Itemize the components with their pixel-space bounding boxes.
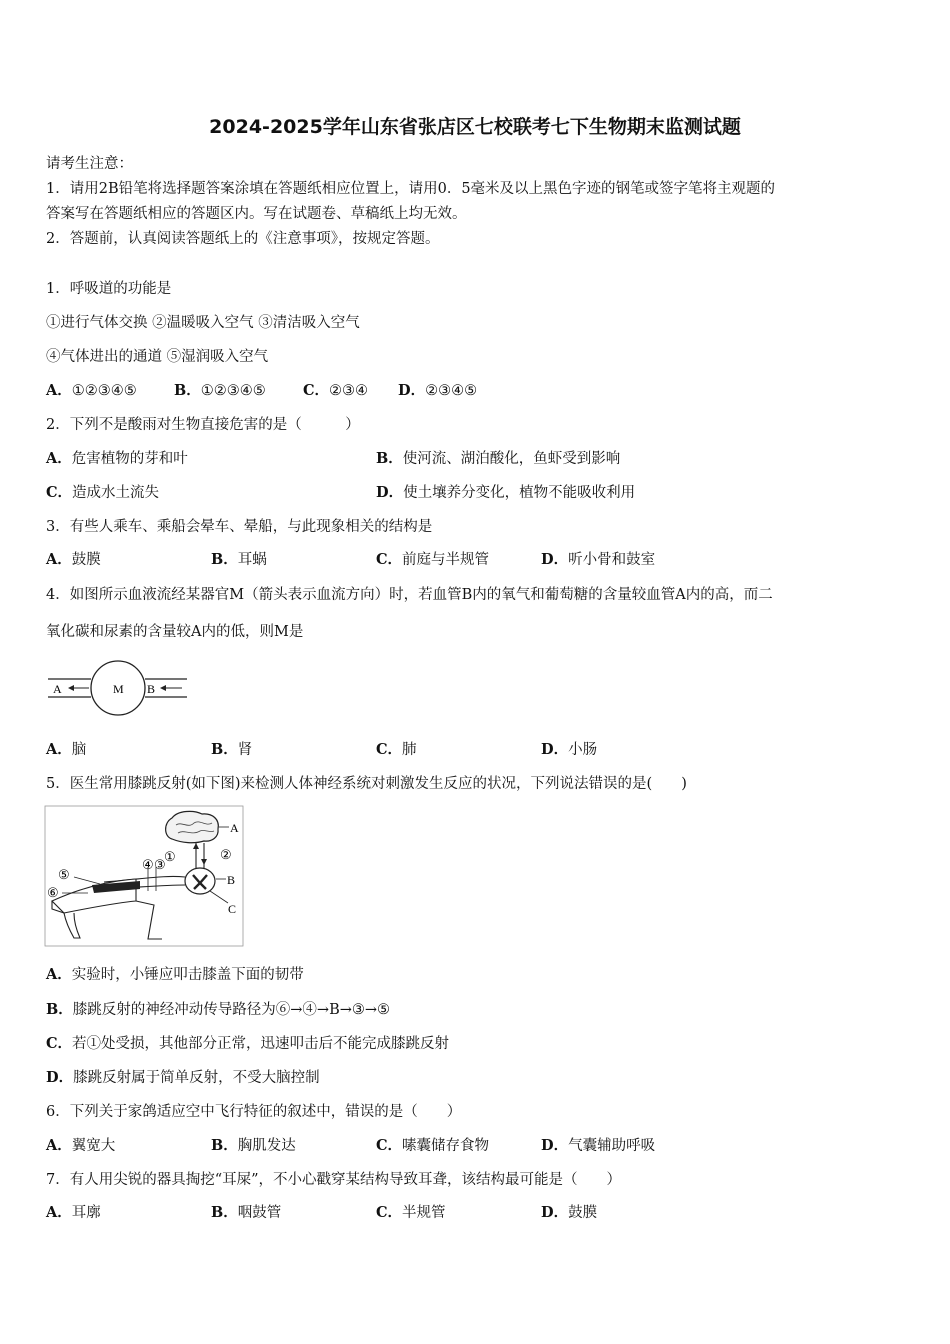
label-a: A: [230, 821, 239, 835]
q7-option-c: C．半规管: [376, 1204, 446, 1221]
q5-option-a: A．实验时，小锤应叩击膝盖下面的韧带: [46, 966, 304, 983]
q3-stem: 3．有些人乘车、乘船会晕车、晕船，与此现象相关的结构是: [46, 519, 433, 535]
q6-stem: 6．下列关于家鸽适应空中飞行特征的叙述中，错误的是（ ）: [46, 1104, 462, 1120]
flow-arrow-a-head: [68, 685, 74, 691]
q4-option-d: D．小肠: [541, 741, 598, 758]
brain-icon: [166, 811, 219, 842]
label-c: C: [228, 902, 237, 916]
q2-option-a: A．危害植物的芽和叶: [46, 450, 188, 467]
q4-stem-line-2: 氧化碳和尿素的含量较A内的低，则M是: [46, 624, 304, 640]
notice-line-2: 答案写在答题纸相应的答题区内。写在试题卷、草稿纸上均无效。: [46, 206, 467, 222]
q1-option-d: D．②③④⑤: [398, 382, 478, 399]
label-m: M: [113, 682, 124, 696]
blood-flow-diagram: [44, 660, 192, 716]
q7-option-d: D．鼓膜: [541, 1204, 598, 1221]
q3-option-d: D．听小骨和鼓室: [541, 551, 656, 568]
knee-jerk-reflex-diagram: [44, 805, 244, 947]
q2-option-d: D．使土壤养分变化，植物不能吸收利用: [376, 484, 636, 501]
q6-option-d: D．气囊辅助呼吸: [541, 1137, 656, 1154]
q4-stem-line-1: 4．如图所示血液流经某器官M（箭头表示血流方向）时，若血管B内的氧气和葡萄糖的含量较血管A内的高，而二: [46, 587, 773, 603]
q6-option-a: A．翼宽大: [46, 1137, 116, 1154]
notice-heading: 请考生注意：: [46, 156, 133, 172]
q4-option-c: C．肺: [376, 741, 417, 758]
label-a: A: [53, 682, 62, 696]
q7-option-b: B．咽鼓管: [211, 1204, 282, 1221]
q1-stem: 1．呼吸道的功能是: [46, 281, 172, 297]
label-b: B: [147, 682, 156, 696]
spinal-cord-icon: [185, 868, 215, 894]
notice-line-1: 1．请用2B铅笔将选择题答案涂填在答题纸相应位置上，请用0．5毫米及以上黑色字迹的钢笔或签字笔将主观题的: [46, 181, 776, 197]
q6-option-b: B．胸肌发达: [211, 1137, 296, 1154]
q2-stem: 2．下列不是酸雨对生物直接危害的是（ ）: [46, 417, 360, 433]
label-6: ⑥: [47, 885, 59, 900]
q2-option-c: C．造成水土流失: [46, 484, 160, 501]
q1-option-a: A．①②③④⑤: [46, 382, 137, 399]
q3-option-b: B．耳蜗: [211, 551, 267, 568]
q1-items-2: ④气体进出的通道 ⑤湿润吸入空气: [46, 349, 269, 365]
label-5: ⑤: [58, 867, 70, 882]
label-2: ②: [220, 847, 232, 862]
q1-items-1: ①进行气体交换 ②温暖吸入空气 ③清洁吸入空气: [46, 315, 360, 331]
page-title: 2024-2025学年山东省张店区七校联考七下生物期末监测试题: [209, 116, 741, 138]
q5-option-b: B．膝跳反射的神经冲动传导路径为⑥→④→B→③→⑤: [46, 1001, 391, 1018]
q1-option-c: C．②③④: [303, 382, 369, 399]
q5-option-c: C．若①处受损，其他部分正常，迅速叩击后不能完成膝跳反射: [46, 1035, 450, 1052]
q5-stem: 5．医生常用膝跳反射(如下图)来检测人体神经系统对刺激发生反应的状况，下列说法错误的是( ): [46, 776, 687, 792]
label-b: B: [227, 873, 236, 887]
q1-option-b: B．①②③④⑤: [174, 382, 266, 399]
q3-option-a: A．鼓膜: [46, 551, 101, 568]
notice-line-3: 2．答题前，认真阅读答题纸上的《注意事项》，按规定答题。: [46, 231, 440, 247]
q6-option-c: C．嗉囊储存食物: [376, 1137, 490, 1154]
label-3: ③: [154, 857, 166, 872]
label-1: ①: [164, 849, 176, 864]
q5-option-d: D．膝跳反射属于简单反射，不受大脑控制: [46, 1069, 320, 1086]
q2-option-b: B．使河流、湖泊酸化，鱼虾受到影响: [376, 450, 621, 467]
q4-option-a: A．脑: [46, 741, 87, 758]
flow-arrow-b-head: [160, 685, 166, 691]
label-4: ④: [142, 857, 154, 872]
q7-option-a: A．耳廓: [46, 1204, 101, 1221]
q3-option-c: C．前庭与半规管: [376, 551, 490, 568]
q7-stem: 7．有人用尖锐的器具掏挖“耳屎”，不小心戳穿某结构导致耳聋，该结构最可能是（ ）: [46, 1172, 622, 1188]
q4-option-b: B．肾: [211, 741, 253, 758]
